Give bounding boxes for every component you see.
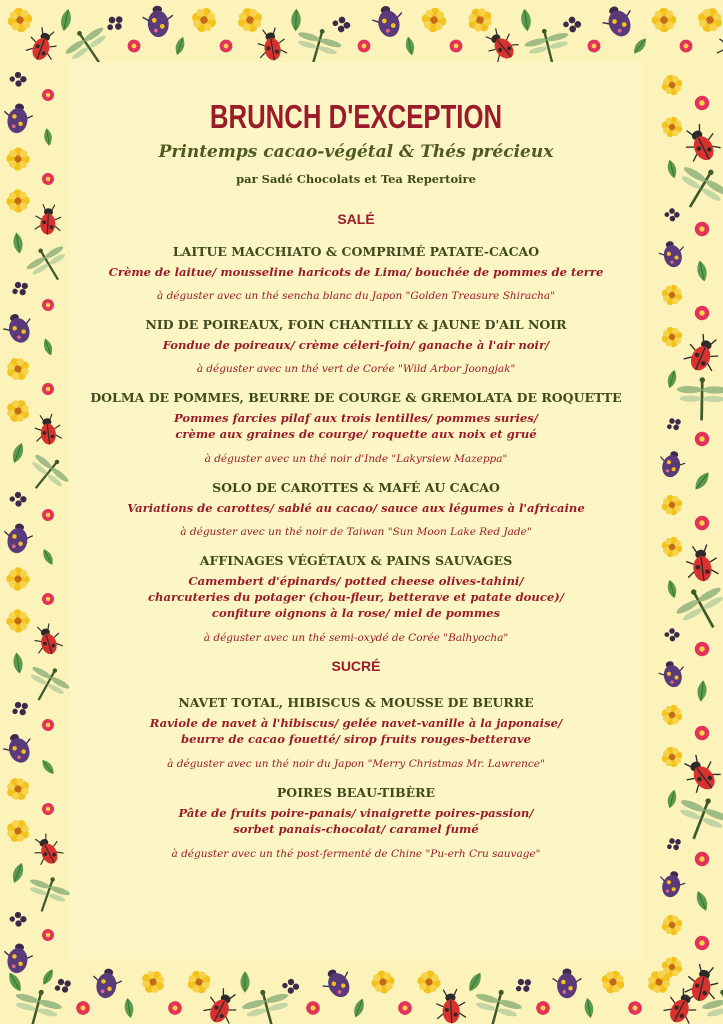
section-label: SALÉ (337, 211, 375, 227)
course-item (70, 784, 642, 862)
course-description (70, 715, 642, 747)
tea-pairing: à déguster avec un thé post-fermenté de Chine "Pu-erh Cru sauvage" (171, 848, 541, 860)
menu-byline: par Sadé Chocolats et Tea Repertoire (236, 172, 476, 186)
course-description (70, 573, 642, 621)
course-description-line: Raviole de navet à l'hibiscus/ gelée navet-vanille à la japonaise/ (149, 716, 563, 730)
course-description-line: charcuteries du potager (chou-fleur, betterave et patate douce)/ (148, 590, 564, 604)
tea-pairing: à déguster avec un thé noir de Taiwan "Sun Moon Lake Red Jade" (180, 526, 532, 538)
tea-pairing: à déguster avec un thé noir d'Inde "Lakyrsiew Mazeppa" (204, 453, 508, 465)
course-name: LAITUE MACCHIATO & COMPRIMÉ PATATE-CACAO (172, 244, 540, 259)
course-item (70, 552, 642, 646)
course-name: NAVET TOTAL, HIBISCUS & MOUSSE DE BEURRE (178, 695, 534, 710)
menu-title: BRUNCH D'EXCEPTION (209, 98, 503, 135)
course-description-line: Camembert d'épinards/ potted cheese olives-tahini/ (188, 574, 524, 588)
course-description (70, 264, 642, 280)
course-description-line: crème aux graines de courge/ roquette aux noix et grué (175, 427, 537, 441)
course-description-line: Pâte de fruits poire-panais/ vinaigrette poires-passion/ (178, 806, 534, 820)
tea-pairing: à déguster avec un thé semi-oxydé de Corée "Balhyocha" (203, 632, 509, 644)
course-description (70, 500, 642, 516)
course-description-line: Crème de laitue/ mousseline haricots de Lima/ bouchée de pommes de terre (108, 265, 604, 279)
course-description-line: Pommes farcies pilaf aux trois lentilles/ pommes suries/ (173, 411, 538, 425)
course-name: DOLMA DE POMMES, BEURRE DE COURGE & GREMOLATA DE ROQUETTE (90, 390, 622, 405)
course-name: AFFINAGES VÉGÉTAUX & PAINS SAUVAGES (199, 553, 513, 568)
menu-sections (70, 209, 642, 862)
course-item (70, 243, 642, 304)
course-description (70, 410, 642, 442)
course-description-line: Fondue de poireaux/ crème céleri-foin/ ganache à l'air noir/ (162, 338, 550, 352)
tea-pairing: à déguster avec un thé vert de Corée "Wild Arbor Joongjak" (196, 363, 516, 375)
course-item (70, 389, 642, 467)
tea-pairing: à déguster avec un thé sencha blanc du Japon "Golden Treasure Shiracha" (156, 290, 556, 302)
course-name: NID DE POIREAUX, FOIN CHANTILLY & JAUNE D'AIL NOIR (145, 317, 567, 332)
course-description-line: Variations de carottes/ sablé au cacao/ sauce aux légumes à l'africaine (127, 501, 585, 515)
course-description (70, 805, 642, 837)
course-item (70, 479, 642, 540)
menu-subtitle: Printemps cacao-végétal & Thés précieux (158, 142, 554, 162)
course-description-line: sorbet panais-chocolat/ caramel fumé (233, 822, 479, 836)
course-description (70, 337, 642, 353)
tea-pairing: à déguster avec un thé noir du Japon "Merry Christmas Mr. Lawrence" (167, 758, 545, 770)
section-label: SUCRÉ (331, 658, 381, 674)
course-description-line: confiture oignons à la rose/ miel de pommes (211, 606, 501, 620)
course-item (70, 694, 642, 772)
course-description-line: beurre de cacao fouetté/ sirop fruits rouges-betterave (180, 732, 531, 746)
menu-card (70, 62, 642, 959)
course-name: POIRES BEAU-TIBÈRE (276, 785, 436, 800)
course-item (70, 316, 642, 377)
course-name: SOLO DE CAROTTES & MAFÉ AU CACAO (212, 480, 500, 495)
